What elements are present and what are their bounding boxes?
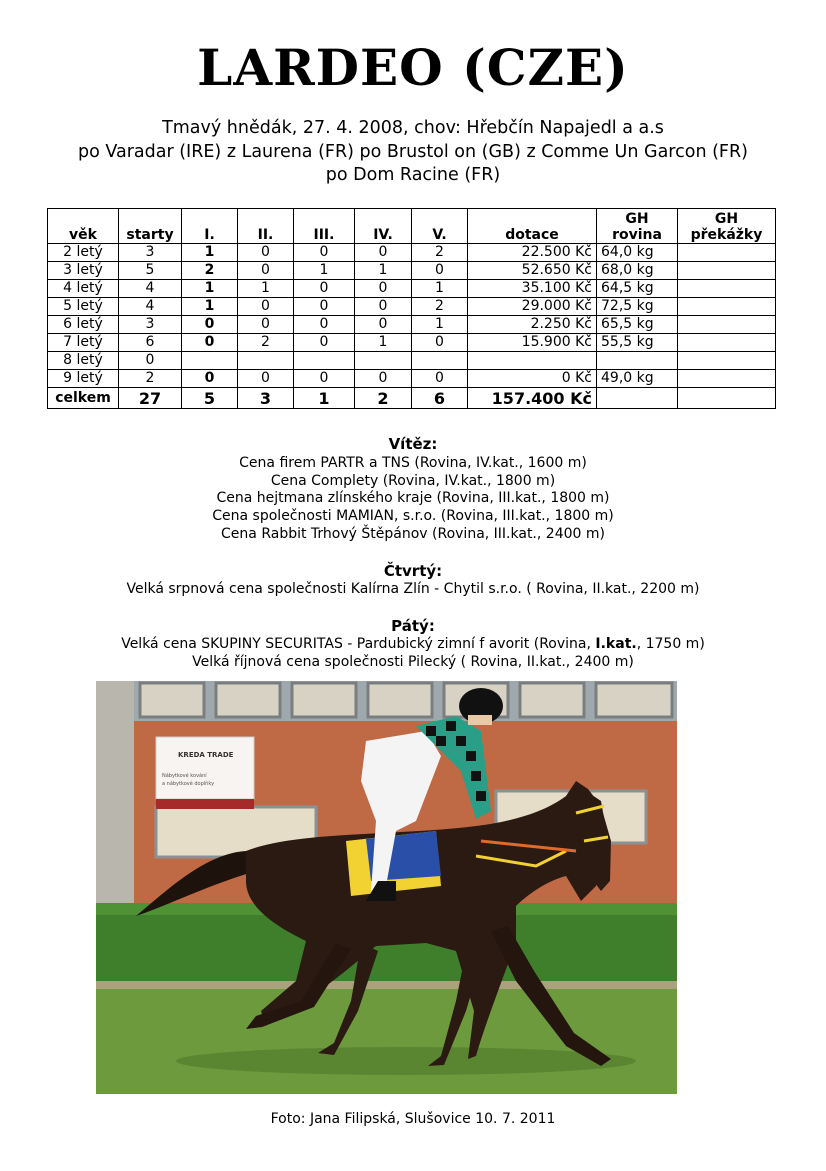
total-prize: 157.400 Kč: [468, 388, 597, 409]
cell-age: 7 letý: [48, 334, 119, 352]
cell-p4: 1: [355, 262, 412, 280]
total-gh-hurdle: [678, 388, 776, 409]
horse-info-line-1: Tmavý hnědák, 27. 4. 2008, chov: Hřebčín Napajedl a a.s: [162, 118, 664, 138]
cell-gh: 49,0 kg: [597, 370, 678, 388]
cell-p1: 0: [182, 334, 238, 352]
fifth-race-1: Velká cena SKUPINY SECURITAS - Pardubický zimní f avorit (Rovina, I.kat., 1750 m): [121, 636, 705, 652]
cell-p2: 1: [238, 280, 294, 298]
cell-age: 6 letý: [48, 316, 119, 334]
fifth-heading: Pátý:: [391, 617, 435, 635]
sign-subtitle-2: a nábytkové doplňky: [162, 781, 215, 787]
advertising-sign: [156, 737, 254, 799]
cell-p5: 2: [412, 244, 468, 262]
cell-starts: 3: [119, 244, 182, 262]
col-header-third: III.: [294, 209, 355, 244]
fourth-heading: Čtvrtý:: [383, 562, 443, 580]
cell-p5: 1: [412, 280, 468, 298]
cell-p4: 0: [355, 280, 412, 298]
cell-starts: 3: [119, 316, 182, 334]
cell-age: 5 letý: [48, 298, 119, 316]
horse-info-line-2: po Varadar (IRE) z Laurena (FR) po Brustol on (GB) z Comme Un Garcon (FR): [78, 142, 748, 162]
winner-race-4: Cena společnosti MAMIAN, s.r.o. (Rovina, III.kat., 1800 m): [212, 508, 614, 524]
cell-gh: 65,5 kg: [597, 316, 678, 334]
table-row: [48, 352, 776, 370]
col-header-fourth: IV.: [355, 209, 412, 244]
cell-starts: 5: [119, 262, 182, 280]
horse-and-jockey-illustration: [96, 681, 677, 1094]
cell-ghp: [678, 352, 776, 370]
cell-gh: 55,5 kg: [597, 334, 678, 352]
cell-ghp: [678, 262, 776, 280]
table-row: [48, 280, 776, 298]
col-header-starts: starty: [119, 209, 182, 244]
sign-subtitle-1: Nábytkové kování: [162, 773, 207, 779]
cell-starts: 2: [119, 370, 182, 388]
cell-p2: 0: [238, 298, 294, 316]
cell-gh: [597, 352, 678, 370]
col-header-age: věk: [48, 209, 119, 244]
cell-p1: 1: [182, 280, 238, 298]
total-fifth: 6: [412, 388, 468, 409]
table-total-row: [48, 388, 776, 409]
cell-p4: [355, 352, 412, 370]
col-header-second: II.: [238, 209, 294, 244]
winner-race-2: Cena Complety (Rovina, IV.kat., 1800 m): [270, 473, 556, 489]
cell-p5: 0: [412, 370, 468, 388]
cell-age: 9 letý: [48, 370, 119, 388]
winner-race-5: Cena Rabbit Trhový Štěpánov (Rovina, III.kat., 2400 m): [221, 526, 605, 542]
cell-p5: 1: [412, 316, 468, 334]
cell-prize: 29.000 Kč: [468, 298, 597, 316]
cell-p1: 0: [182, 370, 238, 388]
cell-starts: 6: [119, 334, 182, 352]
cell-gh: 72,5 kg: [597, 298, 678, 316]
total-first: 5: [182, 388, 238, 409]
fifth-race-2: Velká říjnová cena společnosti Pilecký ( Rovina, II.kat., 2400 m): [192, 654, 634, 670]
cell-gh: 64,5 kg: [597, 280, 678, 298]
cell-gh: 64,0 kg: [597, 244, 678, 262]
total-gh-flat: [597, 388, 678, 409]
cell-ghp: [678, 298, 776, 316]
winner-race-1: Cena firem PARTR a TNS (Rovina, IV.kat., 1600 m): [239, 455, 587, 471]
col-header-fifth: V.: [412, 209, 468, 244]
cell-prize: 2.250 Kč: [468, 316, 597, 334]
col-header-gh-flat: GH rovina: [597, 209, 678, 244]
winner-heading: Vítěz:: [388, 435, 438, 453]
cell-p1: 1: [182, 244, 238, 262]
cell-starts: 4: [119, 280, 182, 298]
cell-age: 4 letý: [48, 280, 119, 298]
cell-age: 2 letý: [48, 244, 119, 262]
cell-prize: 35.100 Kč: [468, 280, 597, 298]
cell-p3: 0: [294, 370, 355, 388]
horse-info-line-3: po Dom Racine (FR): [325, 165, 501, 185]
cell-starts: 0: [119, 352, 182, 370]
cell-p5: 2: [412, 298, 468, 316]
winner-race-3: Cena hejtmana zlínského kraje (Rovina, III.kat., 1800 m): [216, 490, 610, 506]
cell-p5: 0: [412, 334, 468, 352]
race-photo: [96, 681, 677, 1094]
total-starts: 27: [119, 388, 182, 409]
cell-prize: [468, 352, 597, 370]
total-label: celkem: [48, 388, 119, 409]
cell-p3: 0: [294, 280, 355, 298]
cell-p1: 1: [182, 298, 238, 316]
cell-p3: 0: [294, 334, 355, 352]
cell-p1: [182, 352, 238, 370]
table-row: [48, 298, 776, 316]
cell-p3: 0: [294, 298, 355, 316]
cell-gh: 68,0 kg: [597, 262, 678, 280]
total-second: 3: [238, 388, 294, 409]
cell-p4: 0: [355, 298, 412, 316]
cell-ghp: [678, 334, 776, 352]
cell-prize: 52.650 Kč: [468, 262, 597, 280]
sign-brand: KREDA TRADE: [178, 751, 234, 759]
table-row: [48, 334, 776, 352]
cell-p5: [412, 352, 468, 370]
cell-p4: 0: [355, 316, 412, 334]
cell-p2: 0: [238, 370, 294, 388]
col-header-gh-hurdle: GH překážky: [678, 209, 776, 244]
fourth-race-1: Velká srpnová cena společnosti Kalírna Zlín - Chytil s.r.o. ( Rovina, II.kat., 2200 m): [126, 581, 700, 597]
cell-ghp: [678, 316, 776, 334]
cell-ghp: [678, 280, 776, 298]
cell-p2: 0: [238, 316, 294, 334]
cell-ghp: [678, 370, 776, 388]
cell-p3: 1: [294, 262, 355, 280]
photo-caption: Foto: Jana Filipská, Slušovice 10. 7. 2011: [270, 1111, 556, 1127]
total-third: 1: [294, 388, 355, 409]
cell-prize: 15.900 Kč: [468, 334, 597, 352]
page-title: LARDEO (CZE): [197, 38, 629, 97]
grass: [96, 981, 677, 1094]
cell-age: 3 letý: [48, 262, 119, 280]
cell-prize: 0 Kč: [468, 370, 597, 388]
career-stats-table: [47, 208, 776, 409]
building-pillar: [96, 681, 134, 921]
table-header-row: [48, 209, 776, 244]
cell-ghp: [678, 244, 776, 262]
cell-p2: 2: [238, 334, 294, 352]
total-fourth: 2: [355, 388, 412, 409]
horse-shadow: [176, 1047, 636, 1075]
cell-p2: 0: [238, 244, 294, 262]
table-row: [48, 316, 776, 334]
col-header-prize: dotace: [468, 209, 597, 244]
cell-prize: 22.500 Kč: [468, 244, 597, 262]
cell-p2: 0: [238, 262, 294, 280]
cell-p2: [238, 352, 294, 370]
cell-p4: 0: [355, 244, 412, 262]
table-row: [48, 244, 776, 262]
cell-p1: 0: [182, 316, 238, 334]
table-row: [48, 370, 776, 388]
cell-starts: 4: [119, 298, 182, 316]
cell-p3: [294, 352, 355, 370]
table-row: [48, 262, 776, 280]
cell-age: 8 letý: [48, 352, 119, 370]
cell-p4: 1: [355, 334, 412, 352]
cell-p5: 0: [412, 262, 468, 280]
cell-p4: 0: [355, 370, 412, 388]
cell-p1: 2: [182, 262, 238, 280]
cell-p3: 0: [294, 244, 355, 262]
col-header-first: I.: [182, 209, 238, 244]
cell-p3: 0: [294, 316, 355, 334]
